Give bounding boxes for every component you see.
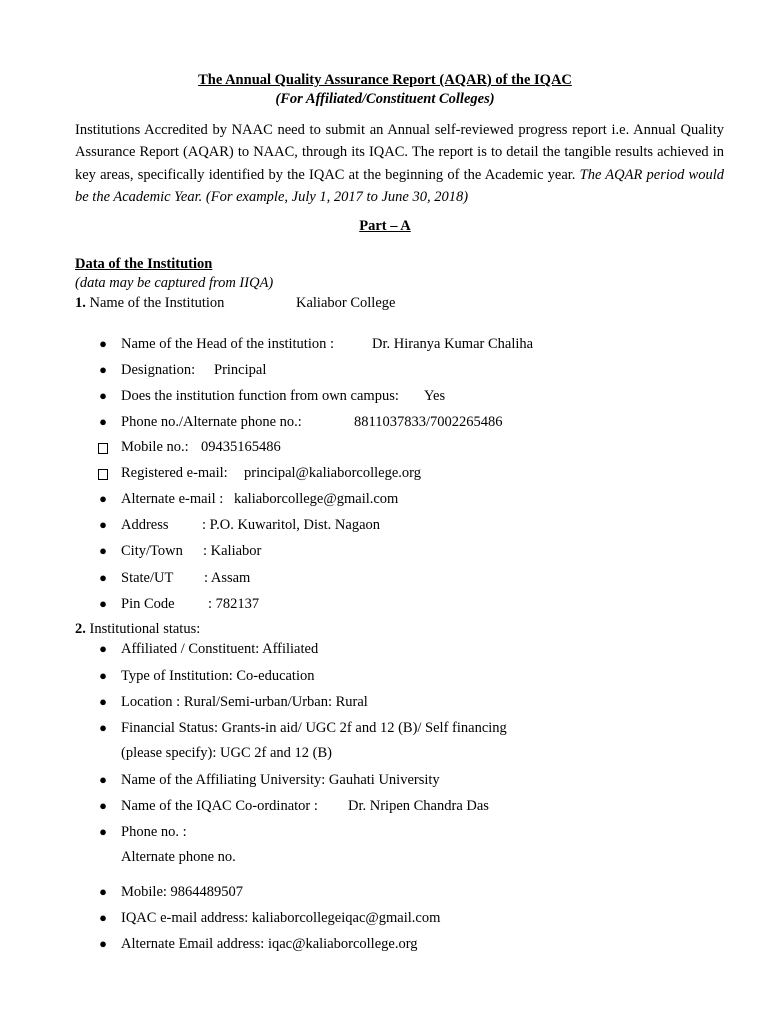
bullet-icon: ● bbox=[99, 491, 107, 506]
coordinator-label: Name of the IQAC Co-ordinator : bbox=[121, 798, 318, 814]
intro-text: Institutions Accredited by NAAC need to submit an Annual self-reviewed progress report i.e. Annual Quality Assurance Report (AQAR) to NAAC, through its IQAC. The report is to detail the tangible results achieved in key areas, specifically identified by the IQAC at the beginning of the Academic year. bbox=[75, 122, 724, 183]
bullet-icon: ● bbox=[99, 884, 107, 899]
section-heading: Data of the Institution bbox=[75, 256, 213, 272]
state-value: : Assam bbox=[204, 570, 251, 586]
affiliation-text: Affiliated / Constituent: Affiliated bbox=[121, 641, 319, 657]
pincode-label: Pin Code bbox=[121, 596, 175, 612]
document-subtitle: (For Affiliated/Constituent Colleges) bbox=[275, 91, 495, 107]
section-note: (data may be captured from IIQA) bbox=[75, 275, 274, 291]
checkbox-icon bbox=[98, 469, 108, 480]
intro-paragraph bbox=[75, 119, 724, 208]
iqac-phone-label: Phone no. : bbox=[121, 824, 187, 840]
iqac-alt-phone-label: Alternate phone no. bbox=[121, 849, 236, 865]
city-label: City/Town bbox=[121, 543, 183, 559]
institution-name: Kaliabor College bbox=[296, 295, 396, 311]
bullet-icon: ● bbox=[99, 543, 107, 558]
bullet-icon: ● bbox=[99, 570, 107, 585]
head-label: Name of the Head of the institution : bbox=[121, 336, 335, 352]
bullet-icon: ● bbox=[99, 336, 107, 351]
university-text: Name of the Affiliating University: Gauhati University bbox=[121, 772, 440, 788]
q2-number: 2. bbox=[75, 621, 86, 637]
mobile-value: 09435165486 bbox=[201, 439, 281, 455]
bullet-icon: ● bbox=[99, 694, 107, 709]
iqac-mobile-text: Mobile: 9864489507 bbox=[121, 884, 244, 900]
iqac-email-text: IQAC e-mail address: kaliaborcollegeiqac@gmail.com bbox=[121, 910, 441, 926]
email-label: Registered e-mail: bbox=[121, 465, 228, 481]
address-value: : P.O. Kuwaritol, Dist. Nagaon bbox=[202, 517, 381, 533]
campus-value: Yes bbox=[424, 388, 446, 404]
intro-italic-text: The AQAR period would be the Academic Year. (For example, July 1, 2017 to June 30, 2018) bbox=[75, 166, 725, 205]
city-value: : Kaliabor bbox=[203, 543, 262, 559]
bullet-icon: ● bbox=[99, 414, 107, 429]
document-title: The Annual Quality Assurance Report (AQAR) of the IQAC bbox=[198, 72, 572, 88]
bullet-icon: ● bbox=[99, 362, 107, 377]
bullet-icon: ● bbox=[99, 596, 107, 611]
location-text: Location : Rural/Semi-urban/Urban: Rural bbox=[121, 694, 368, 710]
bullet-icon: ● bbox=[99, 517, 107, 532]
bullet-icon: ● bbox=[99, 772, 107, 787]
address-label: Address bbox=[121, 517, 169, 533]
q1-number: 1. bbox=[75, 295, 86, 311]
designation-label: Designation: bbox=[121, 362, 196, 378]
q2-row bbox=[75, 621, 200, 638]
coordinator-value: Dr. Nripen Chandra Das bbox=[348, 798, 489, 814]
bullet-icon: ● bbox=[99, 824, 107, 839]
alt-email-label: Alternate e-mail : bbox=[121, 491, 224, 507]
campus-label: Does the institution function from own campus: bbox=[121, 388, 399, 404]
pincode-value: : 782137 bbox=[208, 596, 260, 612]
financial-status-specify: (please specify): UGC 2f and 12 (B) bbox=[121, 745, 332, 761]
bullet-icon: ● bbox=[99, 388, 107, 403]
email-value: principal@kaliaborcollege.org bbox=[244, 465, 421, 481]
q2-label: Institutional status: bbox=[89, 621, 201, 637]
phone-label: Phone no./Alternate phone no.: bbox=[121, 414, 302, 430]
phone-value: 8811037833/7002265486 bbox=[354, 414, 503, 430]
q1-row bbox=[75, 295, 224, 312]
iqac-alt-email-text: Alternate Email address: iqac@kaliaborcollege.org bbox=[121, 936, 418, 952]
bullet-icon: ● bbox=[99, 798, 107, 813]
state-label: State/UT bbox=[121, 570, 174, 586]
bullet-icon: ● bbox=[99, 936, 107, 951]
checkbox-icon bbox=[98, 443, 108, 454]
institution-type-text: Type of Institution: Co-education bbox=[121, 668, 315, 684]
bullet-icon: ● bbox=[99, 720, 107, 735]
q1-label: Name of the Institution bbox=[89, 295, 225, 311]
alt-email-value: kaliaborcollege@gmail.com bbox=[234, 491, 399, 507]
part-a-heading: Part – A bbox=[359, 218, 411, 234]
financial-status-text: Financial Status: Grants-in aid/ UGC 2f and 12 (B)/ Self financing bbox=[121, 720, 507, 736]
bullet-icon: ● bbox=[99, 641, 107, 656]
mobile-label: Mobile no.: bbox=[121, 439, 189, 455]
bullet-icon: ● bbox=[99, 668, 107, 683]
head-value: Dr. Hiranya Kumar Chaliha bbox=[372, 336, 534, 352]
designation-value: Principal bbox=[214, 362, 267, 378]
bullet-icon: ● bbox=[99, 910, 107, 925]
